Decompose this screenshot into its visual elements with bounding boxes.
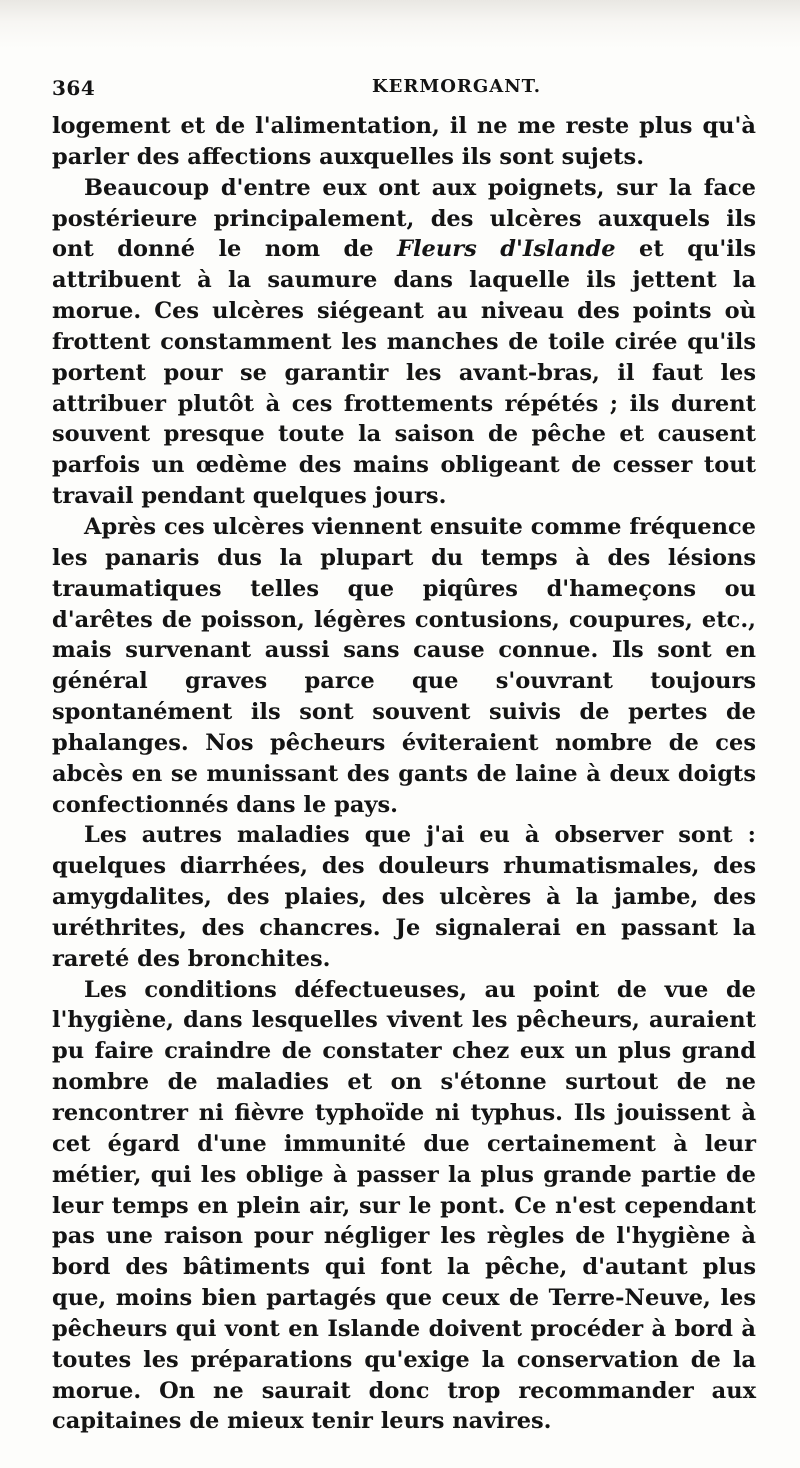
paragraph-ulcers-after: et qu'ils attribuent à la saumure dans laquelle ils jettent la morue. Ces ulcères siégeant au niveau des points où frottent constamment les manches de toile cirée qu'ils portent pour se garantir les avant-bras, il faut les attribuer plutôt à ces frottements répétés ; ils durent souvent presque toute la saison de pêche et causent parfois un œdème des mains obligeant de cesser tout travail pendant quelques jours. bbox=[52, 236, 756, 510]
paragraph-hygiene: Les conditions défectueuses, au point de vue de l'hygiène, dans lesquelles vivent les pêcheurs, auraient pu faire craindre de constater chez eux un plus grand nombre de maladies et on s'étonne surtout de ne rencontrer ni fièvre typhoïde ni typhus. Ils jouissent à cet égard d'une immunité due certainement à leur métier, qui les oblige à passer la plus grande partie de leur temps en plein air, sur le pont. Ce n'est cependant pas une raison pour négliger les règles de l'hygiène à bord des bâtiments qui font la pêche, d'autant plus que, moins bien partagés que ceux de Terre-Neuve, les pêcheurs qui vont en Islande doivent procéder à bord à toutes les préparations qu'exige la conservation de la morue. On ne saurait donc trop recommander aux capitaines de mieux tenir leurs navires. bbox=[52, 976, 756, 1435]
running-head: KERMORGANT. bbox=[372, 76, 542, 97]
paragraph-panaris: Après ces ulcères viennent ensuite comme fréquence les panaris dus la plupart du temps à des lésions traumatiques telles que piqûres d'hameçons ou d'arêtes de poisson, légères contusions, coupures, etc., mais survenant aussi sans cause connue. Ils sont en général graves parce que s'ouvrant toujours spontanément ils sont souvent suivis de pertes de phalanges. Nos pêcheurs éviteraient nombre de ces abcès en se munissant des gants de laine à deux doigts confectionnés dans le pays. bbox=[52, 513, 756, 818]
paragraph-continuation: logement et de l'alimentation, il ne me reste plus qu'à parler des affections auxquelles ils sont sujets. bbox=[52, 113, 756, 170]
fleurs-d-islande-term: Fleurs d'Islande bbox=[397, 236, 616, 263]
paragraph-other-diseases: Les autres maladies que j'ai eu à observer sont : quelques diarrhées, des douleurs rhumatismales, des amygdalites, des plaies, des ulcères à la jambe, des uréthrites, des chancres. Je signalerai en passant la rareté des bronchites. bbox=[52, 822, 756, 972]
paragraph-ulcers bbox=[52, 173, 756, 512]
paragraph-ulcers-before: Beaucoup d'entre eux ont aux poignets, sur la face postérieure principalement, des ulcères auxquels ils ont donné le nom de bbox=[52, 174, 756, 263]
body-text bbox=[52, 111, 756, 1437]
page-header bbox=[52, 76, 748, 106]
page-number: 364 bbox=[52, 76, 96, 100]
